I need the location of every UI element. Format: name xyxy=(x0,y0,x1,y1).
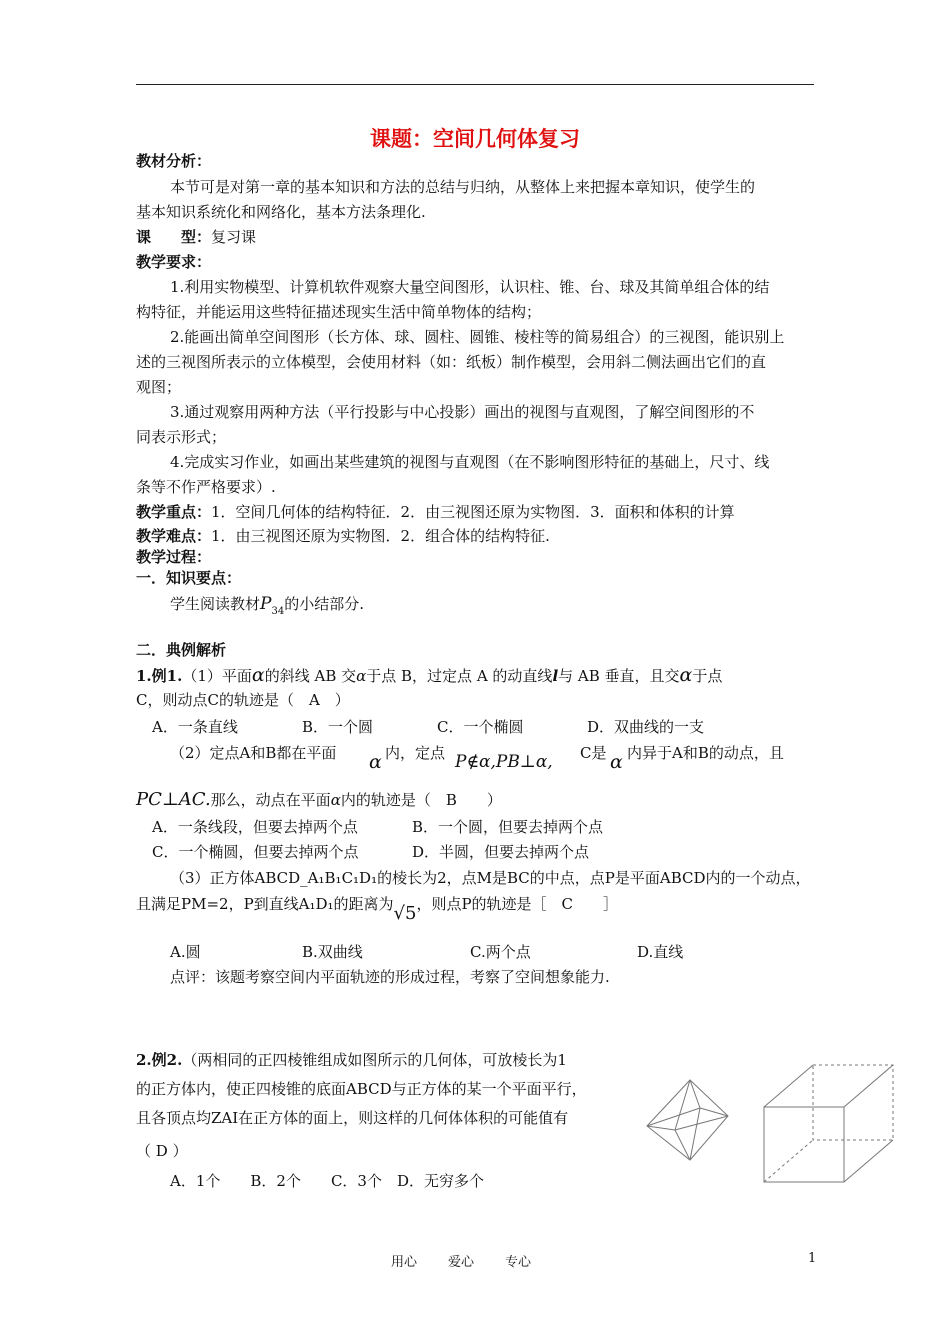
knowledge-page-sub: 34 xyxy=(271,606,285,617)
ex1-q2-line1a xyxy=(170,743,336,763)
ex1-q3-opt-b: B.双曲线 xyxy=(302,943,363,961)
ex1-q2-opt-a: A．一条线段，但要去掉两个点 xyxy=(152,818,358,836)
ex1-q1-text-a: （1）平面 xyxy=(182,667,252,685)
knowledge-before: 学生阅读教材 xyxy=(170,595,261,613)
ex1-q2-math-text: P∉α,PB⊥α, xyxy=(455,752,553,772)
req-2b: 述的三视图所表示的立体模型，会使用材料（如：纸板）制作模型，会用斜二侧法画出它们的直 xyxy=(136,353,767,371)
ex1-q3-opt-a: A.圆 xyxy=(170,943,201,961)
header-rule xyxy=(136,84,814,85)
cube-front-face xyxy=(764,1107,844,1182)
octahedron-edge xyxy=(690,1108,700,1160)
req-1a: 1.利用实物模型、计算机软件观察大量空间图形，认识柱、锥、台、球及其简单组合体的结 xyxy=(170,278,770,296)
key-points xyxy=(136,502,735,522)
req-3a: 3.通过观察用两种方法（平行投影与中心投影）画出的视图与直观图，了解空间图形的不 xyxy=(170,403,755,421)
lesson-type-value: 复习课 xyxy=(211,228,257,246)
ex1-q1-text-e: 于点 xyxy=(692,667,723,685)
cube-edge xyxy=(844,1065,893,1107)
ex2-line1 xyxy=(136,1050,567,1070)
ex1-q3-line1: （3）正方体ABCD_A₁B₁C₁D₁的棱长为2，点M是BC的中点，点P是平面ABCD内的一个动点， xyxy=(170,869,811,887)
req-2a: 2.能画出简单空间图形（长方体、球、圆柱、圆锥、棱柱等的简易组合）的三视图，能识别上 xyxy=(170,328,785,346)
ex1-q3-text-b: ，则点P的轨迹是［ C ］ xyxy=(416,895,619,913)
ex2-line4: （ D ） xyxy=(136,1142,188,1160)
ex1-q2-math xyxy=(455,752,553,772)
comment: 点评：该题考察空间内平面轨迹的形成过程，考察了空间想象能力. xyxy=(170,968,610,986)
ex1-q1-text-b: 的斜线 AB 交 xyxy=(264,667,357,685)
difficulties-value: 1．由三视图还原为实物图．2．组合体的结构特征. xyxy=(211,527,550,545)
lesson-type xyxy=(136,227,256,247)
ex1-q2-text-d: 内异于A和B的动点，且 xyxy=(627,744,784,762)
footer-text-3: 专心 xyxy=(505,1255,532,1270)
alpha-symbol: α xyxy=(330,791,341,809)
octahedron-edge xyxy=(675,1116,728,1130)
knowledge-text xyxy=(170,594,364,622)
ex1-q1-opt-c: C．一个椭圆 xyxy=(437,718,524,736)
ex2-label: 2.例2. xyxy=(136,1051,183,1069)
lesson-type-label: 课 型： xyxy=(136,228,212,246)
footer-text-1: 用心 xyxy=(391,1255,418,1270)
ex1-q2-opt-d: D．半圆，但要去掉两个点 xyxy=(412,843,590,861)
ex1-q1-opt-d: D．双曲线的一支 xyxy=(587,718,705,736)
ex1-q3-line2 xyxy=(136,894,619,924)
cube-edge xyxy=(764,1065,813,1107)
ex1-q1-text-c: 于点 B，过定点 A 的动直线 xyxy=(366,667,553,685)
l-symbol: l xyxy=(552,667,559,685)
ex2-text-1: （两相同的正四棱锥组成如图所示的几何体，可放棱长为1 xyxy=(182,1051,567,1069)
octahedron-edge xyxy=(675,1130,690,1160)
octahedron-figure xyxy=(640,1070,740,1170)
key-points-label: 教学重点： xyxy=(136,503,212,521)
alpha-symbol-text: α xyxy=(369,751,382,773)
alpha-symbol: α xyxy=(679,664,693,686)
octahedron-outline xyxy=(647,1080,728,1160)
req-2c: 观图； xyxy=(136,378,182,396)
ex1-q2-text-c: C是 xyxy=(580,744,607,762)
ex1-q2-text-b: 内，定点 xyxy=(385,744,446,762)
page-number: 1 xyxy=(808,1251,817,1266)
ex2-line3: 且各顶点均ZAI在正方体的面上，则这样的几何体体积的可能值有 xyxy=(136,1109,569,1127)
ex1-q2-text-f: 内的轨迹是（ B ） xyxy=(340,791,502,809)
examples-heading: 二．典例解析 xyxy=(136,641,227,659)
footer-text-2: 爱心 xyxy=(448,1255,475,1270)
requirements-heading: 教学要求： xyxy=(136,253,212,271)
cube-hidden-edge xyxy=(764,1140,813,1182)
ex1-q1-text-d: 与 AB 垂直，且交 xyxy=(558,667,680,685)
ex1-q3-opt-c: C.两个点 xyxy=(470,943,531,961)
knowledge-page-ref: P xyxy=(260,594,272,614)
ex1-q3-text-a: 且满足PM=2，P到直线A₁D₁的距离为 xyxy=(136,895,394,913)
alpha-symbol: α xyxy=(356,667,367,685)
analysis-line-2: 基本知识系统化和网络化，基本方法条理化. xyxy=(136,203,426,221)
alpha-symbol-text: α xyxy=(610,751,623,773)
ex1-q1-opt-a: A．一条直线 xyxy=(152,718,238,736)
analysis-line-1: 本节可是对第一章的基本知识和方法的总结与归纳，从整体上来把握本章知识，使学生的 xyxy=(170,178,756,196)
cube-back-face xyxy=(813,1065,893,1140)
cube-figure xyxy=(760,1062,920,1187)
alpha-symbol xyxy=(610,752,623,773)
difficulties xyxy=(136,526,550,546)
sqrt-five: √5 xyxy=(393,903,417,924)
ex2-line2: 的正方体内，使正四棱锥的底面ABCD与正方体的某一个平面平行， xyxy=(136,1080,587,1098)
ex1-q1-line2: C，则动点C的轨迹是（ A ） xyxy=(136,691,350,709)
ex1-label: 1.例1. xyxy=(136,667,183,685)
ex1-q2-math2: PC⊥AC. xyxy=(136,789,211,810)
page-title: 课题：空间几何体复习 xyxy=(370,126,580,151)
ex1-q3-opt-d: D.直线 xyxy=(637,943,684,961)
ex1-q2-opt-b: B．一个圆，但要去掉两个点 xyxy=(412,818,604,836)
alpha-symbol xyxy=(369,752,382,773)
knowledge-after: 的小结部分. xyxy=(284,595,364,613)
req-3b: 同表示形式； xyxy=(136,428,227,446)
cube-edge xyxy=(844,1140,893,1182)
ex2-options: A．1个 B．2个 C．3个 D．无穷多个 xyxy=(170,1172,484,1190)
ex1-q2-text-a: （2）定点A和B都在平面 xyxy=(170,744,337,762)
ex1-q2-text-e: 那么，动点在平面 xyxy=(210,791,331,809)
ex1-q1-line1 xyxy=(136,665,722,686)
ex1-q1-opt-b: B．一个圆 xyxy=(302,718,374,736)
alpha-symbol: α xyxy=(251,664,265,686)
difficulties-label: 教学难点： xyxy=(136,527,212,545)
process-heading: 教学过程： xyxy=(136,548,212,566)
knowledge-heading: 一．知识要点： xyxy=(136,569,242,587)
ex1-q2-line2 xyxy=(136,790,502,810)
req-1b: 构特征，并能运用这些特征描述现实生活中简单物体的结构； xyxy=(136,303,542,321)
analysis-heading: 教材分析： xyxy=(136,152,212,170)
req-4a: 4.完成实习作业，如画出某些建筑的视图与直观图（在不影响图形特征的基础上，尺寸、线 xyxy=(170,453,770,471)
key-points-value: 1．空间几何体的结构特征．2．由三视图还原为实物图．3．面积和体积的计算 xyxy=(211,503,735,521)
req-4b: 条等不作严格要求）. xyxy=(136,478,276,496)
ex1-q2-opt-c: C．一个椭圆，但要去掉两个点 xyxy=(152,843,359,861)
